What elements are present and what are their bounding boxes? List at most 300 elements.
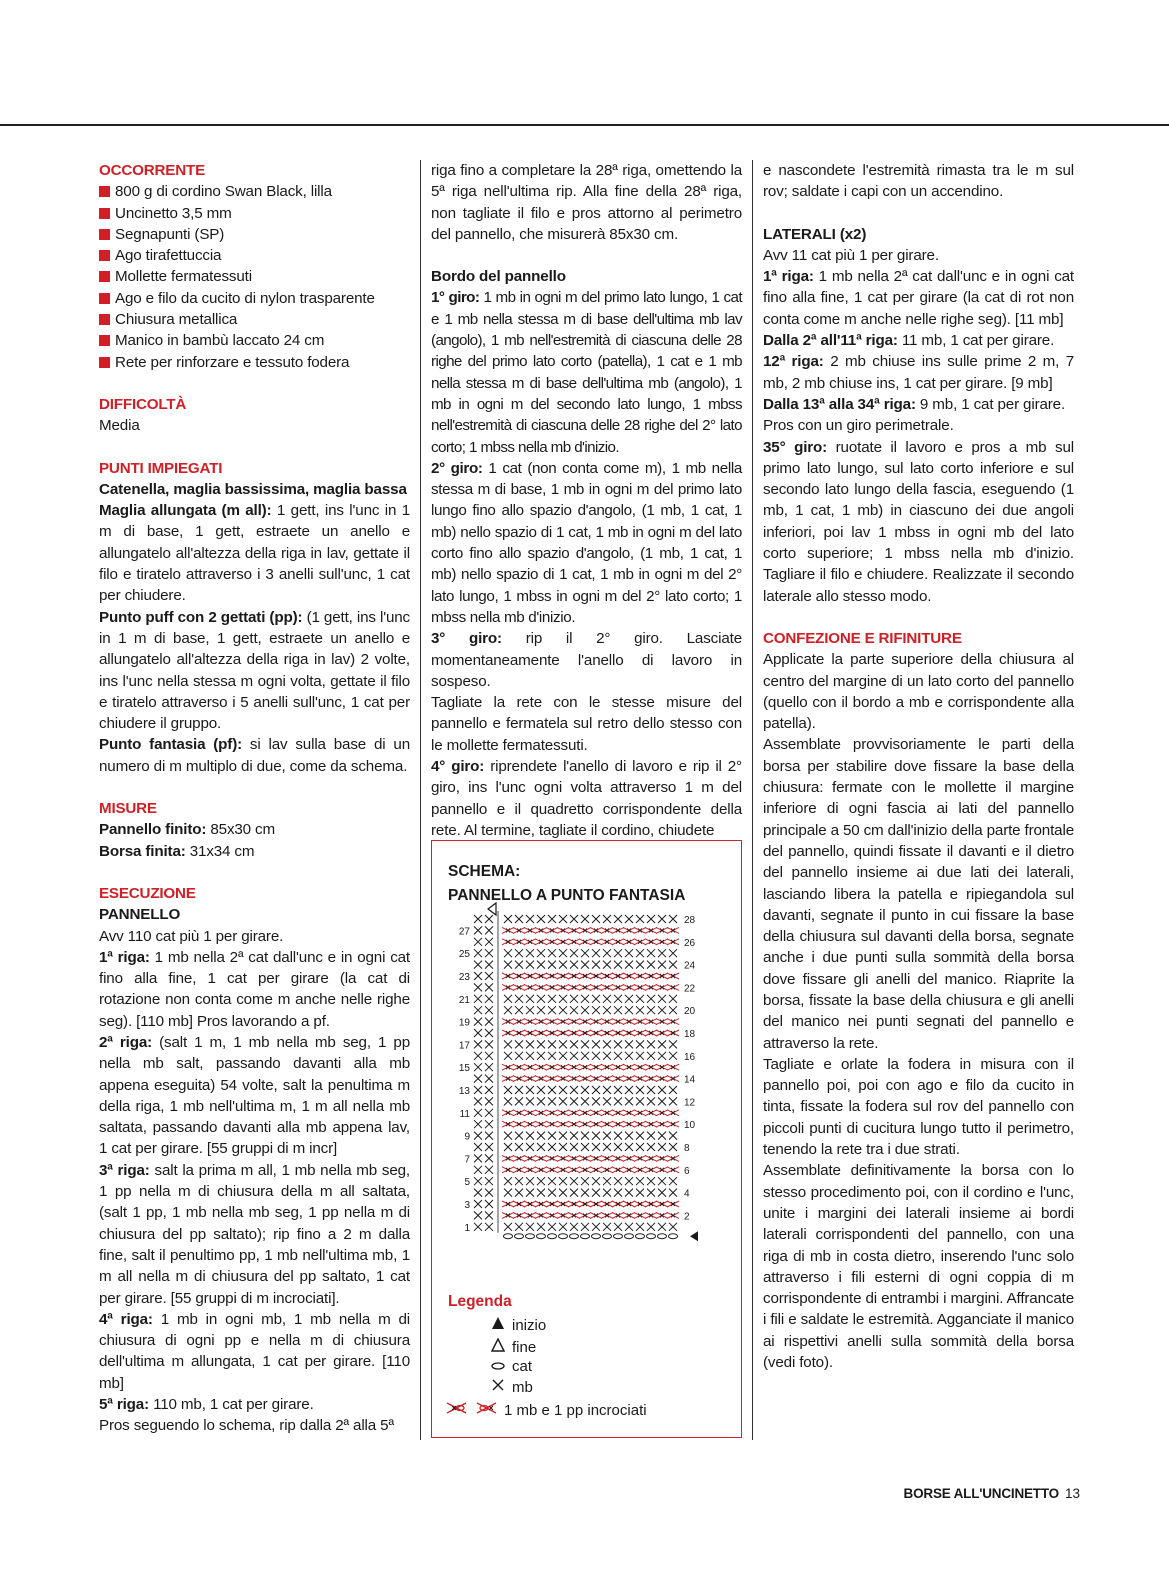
schema-subtitle: PANNELLO A PUNTO FANTASIA: [448, 887, 686, 904]
single-crochet-mark: [526, 961, 534, 969]
single-crochet-mark: [636, 1223, 644, 1231]
edge-stitch-mark: [474, 983, 482, 991]
single-crochet-mark: [537, 1052, 545, 1060]
crossed-stitch-inner-mark: [517, 1065, 521, 1069]
crossed-stitch-inner-mark: [638, 1065, 642, 1069]
single-crochet-mark: [636, 949, 644, 957]
single-crochet-mark: [658, 961, 666, 969]
crossed-stitch-inner-mark: [605, 1202, 609, 1206]
punto-fantasia: Punto fantasia (pf): si lav sulla base di un numero di m multiplo di due, come da schema.: [99, 736, 410, 775]
crossed-stitch-inner-mark: [649, 1202, 653, 1206]
single-crochet-mark: [570, 1040, 578, 1048]
row-label-left: 1: [464, 1222, 470, 1234]
row-label-right: 2: [684, 1211, 690, 1223]
single-crochet-mark: [625, 1223, 633, 1231]
single-crochet-mark: [669, 1052, 677, 1060]
single-crochet-mark: [570, 961, 578, 969]
edge-stitch-mark: [474, 1086, 482, 1094]
single-crochet-mark: [592, 915, 600, 923]
crossed-stitch-inner-mark: [616, 1213, 620, 1217]
crossed-stitch-inner-mark: [649, 940, 653, 944]
single-crochet-mark: [548, 1143, 556, 1151]
laterali-prosecuzione: Pros con un giro perimetrale.: [763, 417, 954, 435]
single-crochet-mark: [581, 1177, 589, 1185]
crossed-stitch-inner-mark: [517, 1156, 521, 1160]
edge-stitch-mark: [474, 1143, 482, 1151]
bullet-square-icon: [99, 186, 110, 197]
single-crochet-mark: [603, 915, 611, 923]
crossed-stitch-inner-mark: [528, 974, 532, 978]
single-crochet-mark: [559, 995, 567, 1003]
single-crochet-mark: [636, 1052, 644, 1060]
single-crochet-mark: [625, 1052, 633, 1060]
single-crochet-mark: [581, 1086, 589, 1094]
tagliate-rete: Tagliate la rete con le stesse misure del pannello e fermatela sul retro dello stesso con le mollette fermatessuti.: [431, 694, 742, 754]
single-crochet-mark: [636, 915, 644, 923]
crossed-stitch-inner-mark: [638, 940, 642, 944]
crossed-stitch-inner-mark: [572, 1031, 576, 1035]
single-crochet-mark: [658, 1143, 666, 1151]
crossed-stitch-inner-mark: [594, 1065, 598, 1069]
single-crochet-mark: [537, 1177, 545, 1185]
single-crochet-mark: [614, 995, 622, 1003]
crossed-stitch-inner-mark: [671, 1111, 675, 1115]
crossed-stitch-inner-mark: [561, 1077, 565, 1081]
laterali-righe-13-34: Dalla 13ª alla 34ª riga: 9 mb, 1 cat per girare.: [763, 395, 1066, 413]
confezione-paragrafo-2: Assemblate provvisoriamente le parti della borsa per stabilire dove fissare la base della chiusura: fermate con le mollette il margine inferiore di ogni fascia ai lati del pannello principale a 50 cm dall'inizio della parte frontale del pannello, quindi fissate il davanti e il dietro del pannello insieme ai due lati dei laterali, lasciando libera la patella e ripiegandola sul davanti, segnate il punto in cui fissare la base della chiusura sul davanti della borsa, segnate anche i due punti sulla sommità della borsa dove fissare gli anelli del manico. Riaprite la borsa, fissate la base della chiusura e gli anelli del manico nei punti segnati del pannello e attraverso la rete.: [763, 736, 1074, 1052]
row-label-left: 3: [464, 1200, 470, 1211]
single-crochet-mark: [559, 1006, 567, 1014]
crossed-stitch-inner-mark: [627, 1156, 631, 1160]
crossed-stitch-inner-mark: [616, 1122, 620, 1126]
row-label-right: 10: [684, 1120, 696, 1132]
crossed-stitch-inner-mark: [572, 1202, 576, 1206]
single-crochet-mark: [592, 949, 600, 957]
single-crochet-mark: [592, 1223, 600, 1231]
single-crochet-mark: [515, 949, 523, 957]
crossed-stitch-inner-mark: [649, 1111, 653, 1115]
crossed-stitch-inner-mark: [561, 1122, 565, 1126]
crossed-stitch-inner-mark: [660, 1156, 664, 1160]
crossed-stitch-inner-mark: [638, 1111, 642, 1115]
single-crochet-mark: [548, 915, 556, 923]
single-crochet-mark: [526, 1189, 534, 1197]
pannello-continua: riga fino a completare la 28ª riga, omettendo la 5ª riga nell'ultima rip. Alla fine della 28ª riga, non tagliate il filo e pros attorno al perimetro del pannello, che misurerà 85x30 cm.: [431, 162, 742, 243]
crossed-stitch-inner-mark: [528, 1168, 532, 1172]
crossed-stitch-inner-mark: [660, 1202, 664, 1206]
crossed-stitch-inner-mark: [550, 1213, 554, 1217]
crossed-stitch-inner-mark: [671, 974, 675, 978]
crossed-stitch-inner-mark: [528, 1156, 532, 1160]
single-crochet-mark: [603, 1040, 611, 1048]
single-crochet-mark: [559, 1189, 567, 1197]
single-crochet-mark: [636, 1143, 644, 1151]
single-crochet-mark: [504, 1040, 512, 1048]
crossed-stitch-inner-mark: [517, 985, 521, 989]
edge-stitch-mark: [474, 1109, 482, 1117]
end-arrow-icon: [488, 1338, 508, 1356]
crossed-stitch-inner-mark: [583, 1168, 587, 1172]
crossed-stitch-inner-mark: [638, 1122, 642, 1126]
single-crochet-mark: [647, 1143, 655, 1151]
bordo-giro-3: 3° giro: rip il 2° giro. Lasciate momentaneamente l'anello di lavoro in sospeso.: [431, 630, 742, 690]
chain-mark: [647, 1234, 656, 1239]
single-crochet-mark: [559, 961, 567, 969]
legend-mb: mb: [488, 1378, 533, 1396]
edge-stitch-mark: [474, 972, 482, 980]
edge-stitch-mark: [485, 1211, 493, 1219]
crossed-stitch-inner-mark: [550, 1077, 554, 1081]
crossed-stitch-inner-mark: [605, 1122, 609, 1126]
single-crochet-mark: [603, 1132, 611, 1140]
chiusura-continua: e nascondete l'estremità rimasta tra le m sul rov; saldate i capi con un accendino.: [763, 162, 1074, 201]
crossed-stitch-inner-mark: [539, 1202, 543, 1206]
bullet-square-icon: [99, 335, 110, 346]
crossed-stitch-inner-mark: [561, 1065, 565, 1069]
single-crochet-mark: [647, 1086, 655, 1094]
row-label-left: 7: [464, 1154, 470, 1166]
crossed-stitch-inner-mark: [561, 940, 565, 944]
laterali-avvio: Avv 11 cat più 1 per girare.: [763, 246, 939, 264]
single-crochet-mark: [581, 1052, 589, 1060]
single-crochet-mark: [614, 1177, 622, 1185]
single-crochet-mark: [515, 1006, 523, 1014]
single-crochet-mark: [636, 1097, 644, 1105]
single-crochet-mark: [537, 1132, 545, 1140]
row-label-left: 11: [459, 1108, 470, 1120]
crossed-stitch-inner-mark: [506, 1122, 510, 1126]
crossed-stitch-inner-mark: [660, 985, 664, 989]
single-crochet-mark: [592, 1040, 600, 1048]
single-crochet-mark: [504, 1189, 512, 1197]
single-crochet-mark: [548, 1132, 556, 1140]
crossed-stitch-inner-mark: [671, 1168, 675, 1172]
single-crochet-mark: [603, 1052, 611, 1060]
single-crochet-mark: [548, 1052, 556, 1060]
single-crochet-mark: [614, 1223, 622, 1231]
pannello-riga-3: 3ª riga: salt la prima m all, 1 mb nella mb seg, 1 pp nella m di chiusura della m all saltata, (salt 1 pp, 1 mb nella mb seg, 1 pp nella m di chiusura del pp saltato); rip fino a 2 m dalla fine, salt il penultimo pp, 1 mb nell'ultima mb, 1 m all nella m di chiusura del pp saltato, 1 cat per girare. [55 gruppi di m incrociati].: [99, 1161, 410, 1307]
crossed-stitch-inner-mark: [517, 1122, 521, 1126]
single-crochet-mark: [581, 995, 589, 1003]
crossed-stitch-inner-mark: [583, 1077, 587, 1081]
crossed-stitch-inner-mark: [528, 1065, 532, 1069]
crossed-stitch-inner-mark: [616, 974, 620, 978]
crossed-stitch-inner-mark: [583, 1065, 587, 1069]
single-crochet-mark: [526, 915, 534, 923]
single-crochet-mark: [603, 1086, 611, 1094]
single-crochet-mark: [526, 949, 534, 957]
edge-stitch-mark: [485, 1018, 493, 1026]
single-crochet-mark: [614, 1052, 622, 1060]
crossed-stitch-inner-mark: [550, 974, 554, 978]
crossed-stitch-inner-mark: [638, 1077, 642, 1081]
single-crochet-mark: [669, 915, 677, 923]
single-crochet-mark: [636, 1177, 644, 1185]
single-crochet-mark: [603, 1143, 611, 1151]
single-crochet-mark: [647, 1040, 655, 1048]
single-crochet-mark: [581, 1097, 589, 1105]
crossed-stitch-inner-mark: [649, 985, 653, 989]
crossed-stitch-inner-mark: [594, 1202, 598, 1206]
chain-mark: [515, 1234, 524, 1239]
maglia-allungata: Maglia allungata (m all): 1 gett, ins l'unc in 1 m di base, 1 gett, estraete un anello e allungatelo all'altezza della riga in lav, gettate il filo e tiratelo attraverso i 3 anelli sull'unc, 1 cat per chiudere.: [99, 502, 410, 605]
edge-stitch-mark: [485, 1132, 493, 1140]
crossed-stitch-inner-mark: [517, 1111, 521, 1115]
single-crochet-mark: [658, 1189, 666, 1197]
single-crochet-mark: [636, 1189, 644, 1197]
single-crochet-mark: [592, 1006, 600, 1014]
crossed-stitch-inner-mark: [539, 1020, 543, 1024]
crossed-stitch-inner-mark: [660, 974, 664, 978]
single-crochet-mark: [570, 1086, 578, 1094]
bordo-giro-1: 1° giro: 1 mb in ogni m del primo lato lungo, 1 cat e 1 mb nella stessa m di base dell'ultima mb lav (angolo), 1 mb nell'estremità di ciascuna delle 28 righe del primo lato corto (patella), 1 cat e 1 mb nella stessa m di base dell'ultima mb (angolo), 1 mb in ogni m del secondo lato lungo, 1 mbss nell'estremità di ciascuna delle 28 righe del 2° lato corto; 1 mbss nella mb d'inizio.: [431, 289, 742, 456]
crossed-stitch-inner-mark: [561, 1168, 565, 1172]
row-label-left: 19: [458, 1017, 470, 1029]
crossed-stitch-inner-mark: [605, 1213, 609, 1217]
material-item: Manico in bambù laccato 24 cm: [99, 330, 410, 351]
chain-mark: [570, 1234, 579, 1239]
crossed-stitch-inner-mark: [528, 940, 532, 944]
laterali-heading: LATERALI (x2): [763, 225, 867, 243]
top-rule: [0, 124, 1169, 126]
crossed-stitch-inner-mark: [572, 1156, 576, 1160]
crossed-stitch-inner-mark: [638, 985, 642, 989]
material-item: Chiusura metallica: [99, 309, 410, 330]
crossed-stitch-inner-mark: [572, 1213, 576, 1217]
single-crochet-mark: [581, 961, 589, 969]
single-crochet-mark: [669, 1097, 677, 1105]
crossed-stitch-inner-mark: [638, 1202, 642, 1206]
crossed-stitch-inner-mark: [561, 1202, 565, 1206]
crossed-stitch-inner-mark: [649, 1065, 653, 1069]
stitch-chart: [442, 901, 732, 1281]
row-label-right: 8: [684, 1143, 690, 1154]
single-crochet-mark: [669, 1143, 677, 1151]
crossed-stitch-inner-mark: [539, 1065, 543, 1069]
single-crochet-mark: [625, 949, 633, 957]
edge-stitch-mark: [474, 1097, 482, 1105]
edge-stitch-mark: [485, 915, 493, 923]
single-crochet-mark: [669, 1040, 677, 1048]
single-crochet-mark: [614, 915, 622, 923]
crossed-stitch-inner-mark: [638, 1156, 642, 1160]
crossed-stitch-inner-mark: [506, 1077, 510, 1081]
chain-mark: [559, 1234, 568, 1239]
crossed-stitch-inner-mark: [660, 1168, 664, 1172]
crossed-stitch-inner-mark: [550, 1202, 554, 1206]
single-crochet-mark: [526, 1040, 534, 1048]
crossed-stitch-inner-mark: [550, 1111, 554, 1115]
row-label-right: 26: [684, 937, 696, 949]
edge-stitch-mark: [474, 1018, 482, 1026]
crossed-stitch-inner-mark: [517, 940, 521, 944]
row-label-right: 6: [684, 1165, 690, 1177]
single-crochet-mark: [548, 1223, 556, 1231]
crossed-stitch-inner-mark: [605, 928, 609, 932]
single-crochet-mark: [636, 1132, 644, 1140]
single-crochet-mark: [614, 1189, 622, 1197]
single-crochet-mark: [548, 949, 556, 957]
crossed-stitch-inner-mark: [550, 1020, 554, 1024]
row-label-left: 23: [458, 972, 470, 983]
punti-basic: Catenella, maglia bassissima, maglia bassa: [99, 480, 407, 498]
crossed-stitch-inner-mark: [616, 1111, 620, 1115]
crossed-stitch-inner-mark: [583, 940, 587, 944]
edge-stitch-mark: [485, 1200, 493, 1208]
single-crochet-mark: [614, 949, 622, 957]
crossed-stitch-inner-mark: [572, 1111, 576, 1115]
pannello-riga-5: 5ª riga: 110 mb, 1 cat per girare.: [99, 1396, 314, 1414]
crossed-stitch-inner-mark: [638, 974, 642, 978]
single-crochet-mark: [515, 1189, 523, 1197]
row-label-right: 24: [684, 960, 696, 972]
crossed-stitch-inner-mark: [638, 1213, 642, 1217]
single-crochet-mark: [581, 1189, 589, 1197]
crossed-stitch-inner-mark: [572, 1065, 576, 1069]
edge-stitch-mark: [474, 1132, 482, 1140]
crossed-stitch-inner-mark: [649, 1168, 653, 1172]
legend-cat: cat: [488, 1358, 532, 1375]
edge-stitch-mark: [485, 1052, 493, 1060]
crossed-stitch-inner-mark: [528, 1111, 532, 1115]
edge-stitch-mark: [474, 1189, 482, 1197]
crossed-stitch-inner-mark: [660, 1122, 664, 1126]
chain-mark: [504, 1234, 513, 1239]
single-crochet-mark: [658, 1040, 666, 1048]
crossed-stitch-inner-mark: [539, 1156, 543, 1160]
crossed-stitch-inner-mark: [671, 928, 675, 932]
esecuzione-heading: ESECUZIONE: [99, 884, 196, 902]
single-crochet-mark: [548, 1189, 556, 1197]
crossed-stitch-inner-mark: [517, 1077, 521, 1081]
pannello-riga-4: 4ª riga: 1 mb in ogni mb, 1 mb nella m di chiusura di ogni pp e nella m di chiusura dell'ultima m allungata, 1 cat per girare. [110 mb]: [99, 1310, 410, 1392]
crossed-stitch-inner-mark: [561, 985, 565, 989]
crossed-stitch-inner-mark: [561, 974, 565, 978]
crossed-stitch-inner-mark: [539, 1213, 543, 1217]
single-crochet-mark: [581, 949, 589, 957]
crossed-stitch-inner-mark: [638, 1168, 642, 1172]
single-crochet-mark: [647, 1189, 655, 1197]
single-crochet-mark: [603, 1097, 611, 1105]
crossed-stitch-inner-mark: [506, 1020, 510, 1024]
crossed-stitch-inner-mark: [528, 928, 532, 932]
column-divider-2: [752, 160, 753, 1440]
single-crochet-mark: [647, 915, 655, 923]
single-crochet-mark: [526, 1052, 534, 1060]
single-crochet-mark: [570, 1052, 578, 1060]
difficolta-value: Media: [99, 417, 140, 435]
crossed-stitch-inner-mark: [517, 928, 521, 932]
single-crochet-mark: [548, 1040, 556, 1048]
single-crochet-mark: [625, 1177, 633, 1185]
edge-stitch-mark: [485, 1075, 493, 1083]
crossed-stitch-inner-mark: [583, 1020, 587, 1024]
single-crochet-mark: [669, 1086, 677, 1094]
single-crochet-mark: [515, 1086, 523, 1094]
single-crochet-mark: [504, 961, 512, 969]
laterali-giro-35: 35° giro: ruotate il lavoro e pros a mb sul primo lato lungo, sul lato corto inferiore e sul secondo lato lungo della fascia, eseguendo (1 mb, 1 cat, 1 mb) in ciascuno dei due angoli inferiori, poi lav 1 mbss in ogni mb del lato corto superiore; 1 mbss nella mb d'inizio. Tagliare il filo e chiudere. Realizzate il secondo laterale allo stesso modo.: [763, 438, 1074, 605]
single-crochet-mark: [658, 1177, 666, 1185]
edge-stitch-mark: [485, 926, 493, 934]
single-crochet-mark: [658, 1097, 666, 1105]
crossed-stitch-inner-mark: [506, 985, 510, 989]
single-crochet-mark: [537, 1006, 545, 1014]
laterali-righe-2-11: Dalla 2ª all'11ª riga: 11 mb, 1 cat per girare.: [763, 332, 1055, 350]
crossed-stitch-inner-mark: [671, 1122, 675, 1126]
single-crochet-mark: [581, 1040, 589, 1048]
crossed-stitch-inner-mark: [594, 1156, 598, 1160]
chain-mark: [581, 1234, 590, 1239]
crossed-stitch-inner-mark: [605, 1020, 609, 1024]
row-label-left: 25: [458, 949, 470, 961]
crossed-stitch-inner-mark: [649, 928, 653, 932]
crossed-stitch-inner-mark: [561, 1031, 565, 1035]
single-crochet-mark: [537, 915, 545, 923]
edge-stitch-mark: [474, 1063, 482, 1071]
material-item: Mollette fermatessuti: [99, 266, 410, 287]
single-crochet-mark: [658, 949, 666, 957]
single-crochet-mark: [526, 1097, 534, 1105]
single-crochet-mark: [614, 1006, 622, 1014]
crossed-stitch-inner-mark: [550, 940, 554, 944]
page-footer: [880, 1486, 1080, 1501]
single-crochet-mark: [669, 1006, 677, 1014]
crossed-stitch-inner-mark: [638, 928, 642, 932]
single-crochet-mark: [526, 1006, 534, 1014]
single-crochet-mark: [658, 1132, 666, 1140]
crossed-stitch-inner-mark: [539, 974, 543, 978]
crossed-stitch-inner-mark: [649, 1122, 653, 1126]
crossed-stitch-inner-mark: [616, 1168, 620, 1172]
crossed-stitch-inner-mark: [539, 1122, 543, 1126]
crossed-stitch-inner-mark: [594, 1077, 598, 1081]
single-crochet-mark: [504, 1052, 512, 1060]
single-crochet-mark: [603, 961, 611, 969]
bullet-square-icon: [99, 314, 110, 325]
single-crochet-mark: [592, 1177, 600, 1185]
single-crochet-mark: [625, 961, 633, 969]
crossed-stitch-inner-mark: [649, 1031, 653, 1035]
single-crochet-mark: [504, 1006, 512, 1014]
edge-stitch-mark: [485, 1097, 493, 1105]
chain-mark: [625, 1234, 634, 1239]
single-crochet-mark: [669, 995, 677, 1003]
legend-title: Legenda: [448, 1293, 512, 1310]
crossed-stitch-inner-mark: [649, 1020, 653, 1024]
single-crochet-mark: [559, 915, 567, 923]
start-marker: [690, 1231, 698, 1241]
crossed-stitch-inner-mark: [517, 1031, 521, 1035]
single-crochet-mark: [603, 995, 611, 1003]
single-crochet-mark: [559, 1052, 567, 1060]
single-crochet-mark: [603, 1177, 611, 1185]
single-crochet-mark: [669, 1223, 677, 1231]
single-crochet-mark: [669, 949, 677, 957]
crossed-stitch-inner-mark: [627, 1111, 631, 1115]
edge-stitch-mark: [485, 1223, 493, 1231]
edge-stitch-mark: [474, 1040, 482, 1048]
pannello-riga-2: 2ª riga: (salt 1 m, 1 mb nella mb seg, 1 pp nella mb salt, passando davanti alla mb appena eseguita) 54 volte, salt la penultima m della riga, 1 mb nell'ultima m, 1 m all nella mb saltata, passando davanti alla mb appena lav, 1 cat per girare. [55 gruppi di m incr]: [99, 1033, 411, 1158]
crossed-stitch-inner-mark: [539, 928, 543, 932]
crossed-stitch-inner-mark: [616, 928, 620, 932]
crossed-stitch-inner-mark: [594, 1111, 598, 1115]
crossed-stitch-inner-mark: [616, 1202, 620, 1206]
column-1: [99, 160, 410, 1437]
edge-stitch-mark: [474, 1029, 482, 1037]
crossed-stitch-inner-mark: [572, 928, 576, 932]
crossed-stitch-inner-mark: [594, 1031, 598, 1035]
single-crochet-mark: [515, 1177, 523, 1185]
